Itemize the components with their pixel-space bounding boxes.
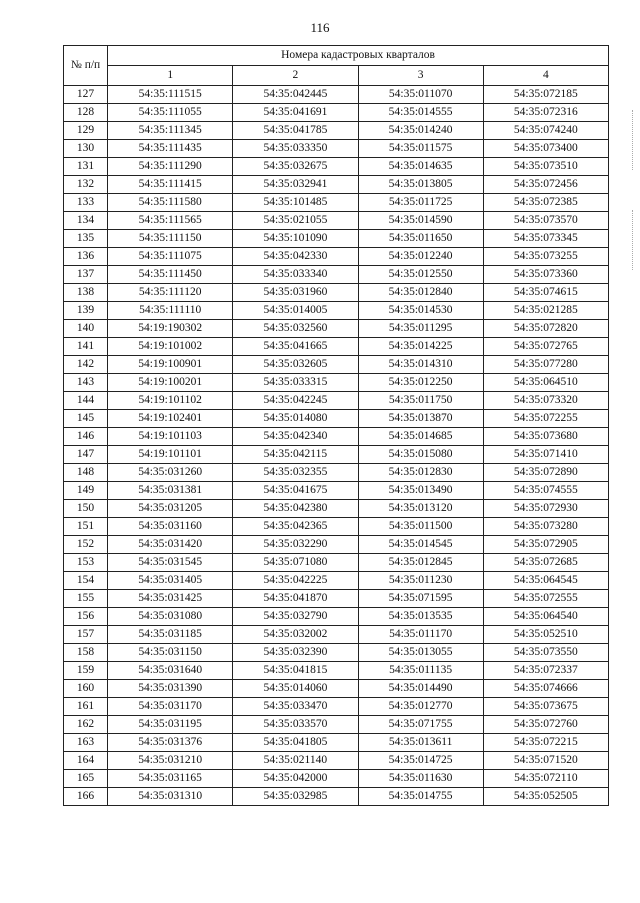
cadastral-number-cell: 54:35:031960 (233, 284, 358, 302)
row-number-cell: 144 (64, 392, 108, 410)
table-row (64, 338, 609, 356)
table-row (64, 320, 609, 338)
cadastral-number-cell: 54:19:101103 (108, 428, 233, 446)
header-col-3: 3 (358, 66, 483, 86)
row-number-cell: 146 (64, 428, 108, 446)
cadastral-number-cell: 54:35:011630 (358, 770, 483, 788)
cadastral-number-cell: 54:35:073320 (483, 392, 608, 410)
row-number-cell: 166 (64, 788, 108, 806)
table-row (64, 554, 609, 572)
row-number-cell: 142 (64, 356, 108, 374)
cadastral-number-cell: 54:35:031170 (108, 698, 233, 716)
cadastral-number-cell: 54:35:011295 (358, 320, 483, 338)
cadastral-number-cell: 54:35:031405 (108, 572, 233, 590)
cadastral-number-cell: 54:35:031420 (108, 536, 233, 554)
row-number-cell: 139 (64, 302, 108, 320)
cadastral-number-cell: 54:35:042225 (233, 572, 358, 590)
cadastral-number-cell: 54:35:031160 (108, 518, 233, 536)
table-row (64, 734, 609, 752)
cadastral-number-cell: 54:35:032290 (233, 536, 358, 554)
cadastral-number-cell: 54:35:033470 (233, 698, 358, 716)
scan-edge-mark (632, 210, 636, 270)
cadastral-number-cell: 54:35:031545 (108, 554, 233, 572)
cadastral-number-cell: 54:35:111110 (108, 302, 233, 320)
cadastral-number-cell: 54:35:072890 (483, 464, 608, 482)
table-row (64, 662, 609, 680)
cadastral-number-cell: 54:19:190302 (108, 320, 233, 338)
cadastral-number-cell: 54:35:042000 (233, 770, 358, 788)
cadastral-number-cell: 54:35:011070 (358, 86, 483, 104)
row-number-cell: 151 (64, 518, 108, 536)
cadastral-number-cell: 54:35:042380 (233, 500, 358, 518)
cadastral-number-cell: 54:35:071520 (483, 752, 608, 770)
cadastral-number-cell: 54:35:072337 (483, 662, 608, 680)
row-number-cell: 155 (64, 590, 108, 608)
table-row (64, 374, 609, 392)
table-row (64, 122, 609, 140)
cadastral-number-cell: 54:35:032675 (233, 158, 358, 176)
cadastral-number-cell: 54:35:041665 (233, 338, 358, 356)
row-number-cell: 159 (64, 662, 108, 680)
cadastral-number-cell: 54:35:011750 (358, 392, 483, 410)
page-number: 116 (310, 20, 330, 35)
row-number-cell: 150 (64, 500, 108, 518)
cadastral-number-cell: 54:35:011575 (358, 140, 483, 158)
cadastral-number-cell: 54:35:077280 (483, 356, 608, 374)
table-row (64, 86, 609, 104)
table-row (64, 716, 609, 734)
row-number-cell: 164 (64, 752, 108, 770)
header-col-2: 2 (233, 66, 358, 86)
cadastral-number-cell: 54:35:074666 (483, 680, 608, 698)
cadastral-number-cell: 54:35:073680 (483, 428, 608, 446)
row-number-cell: 130 (64, 140, 108, 158)
cadastral-number-cell: 54:35:033570 (233, 716, 358, 734)
cadastral-number-cell: 54:35:012550 (358, 266, 483, 284)
row-number-cell: 156 (64, 608, 108, 626)
cadastral-number-cell: 54:35:052505 (483, 788, 608, 806)
cadastral-number-cell: 54:35:041785 (233, 122, 358, 140)
table-body (64, 86, 609, 806)
table-row (64, 230, 609, 248)
cadastral-number-cell: 54:35:031080 (108, 608, 233, 626)
cadastral-number-cell: 54:35:021285 (483, 302, 608, 320)
cadastral-number-cell: 54:35:111075 (108, 248, 233, 266)
cadastral-number-cell: 54:35:031185 (108, 626, 233, 644)
table-row (64, 500, 609, 518)
cadastral-number-cell: 54:35:071410 (483, 446, 608, 464)
table-row (64, 392, 609, 410)
table-row (64, 176, 609, 194)
cadastral-number-cell: 54:35:111120 (108, 284, 233, 302)
cadastral-number-cell: 54:35:014240 (358, 122, 483, 140)
table-row (64, 644, 609, 662)
header-col-4: 4 (483, 66, 608, 86)
cadastral-number-cell: 54:35:073255 (483, 248, 608, 266)
cadastral-number-cell: 54:35:111415 (108, 176, 233, 194)
table-row (64, 608, 609, 626)
table-row (64, 788, 609, 806)
cadastral-number-cell: 54:35:014725 (358, 752, 483, 770)
cadastral-number-cell: 54:35:073400 (483, 140, 608, 158)
cadastral-number-cell: 54:35:032941 (233, 176, 358, 194)
table-row (64, 752, 609, 770)
cadastral-number-cell: 54:35:031425 (108, 590, 233, 608)
cadastral-number-cell: 54:35:013870 (358, 410, 483, 428)
cadastral-number-cell: 54:35:014590 (358, 212, 483, 230)
row-number-cell: 140 (64, 320, 108, 338)
cadastral-number-cell: 54:35:074615 (483, 284, 608, 302)
cadastral-number-cell: 54:35:031210 (108, 752, 233, 770)
table-row (64, 302, 609, 320)
cadastral-number-cell: 54:35:111345 (108, 122, 233, 140)
cadastral-number-cell: 54:35:014635 (358, 158, 483, 176)
cadastral-number-cell: 54:35:064540 (483, 608, 608, 626)
cadastral-number-cell: 54:35:021055 (233, 212, 358, 230)
cadastral-number-cell: 54:35:011500 (358, 518, 483, 536)
table-row (64, 572, 609, 590)
cadastral-number-cell: 54:35:032002 (233, 626, 358, 644)
cadastral-number-cell: 54:35:012840 (358, 284, 483, 302)
row-number-cell: 163 (64, 734, 108, 752)
table-row (64, 626, 609, 644)
cadastral-number-cell: 54:35:041805 (233, 734, 358, 752)
cadastral-number-cell: 54:35:064510 (483, 374, 608, 392)
table-row (64, 410, 609, 428)
cadastral-number-cell: 54:35:032790 (233, 608, 358, 626)
cadastral-number-cell: 54:35:011135 (358, 662, 483, 680)
cadastral-number-cell: 54:35:013490 (358, 482, 483, 500)
cadastral-number-cell: 54:35:013535 (358, 608, 483, 626)
row-number-cell: 137 (64, 266, 108, 284)
cadastral-number-cell: 54:35:073360 (483, 266, 608, 284)
cadastral-number-cell: 54:35:033340 (233, 266, 358, 284)
cadastral-number-cell: 54:35:072316 (483, 104, 608, 122)
cadastral-number-cell: 54:35:011650 (358, 230, 483, 248)
table-row (64, 356, 609, 374)
cadastral-number-cell: 54:35:031260 (108, 464, 233, 482)
cadastral-number-cell: 54:35:033350 (233, 140, 358, 158)
cadastral-number-cell: 54:35:013805 (358, 176, 483, 194)
row-number-cell: 149 (64, 482, 108, 500)
cadastral-number-cell: 54:35:041815 (233, 662, 358, 680)
row-number-cell: 154 (64, 572, 108, 590)
cadastral-number-cell: 54:35:072930 (483, 500, 608, 518)
cadastral-number-cell: 54:19:101002 (108, 338, 233, 356)
cadastral-number-cell: 54:35:074240 (483, 122, 608, 140)
cadastral-number-cell: 54:19:101102 (108, 392, 233, 410)
cadastral-number-cell: 54:35:073280 (483, 518, 608, 536)
row-number-cell: 134 (64, 212, 108, 230)
cadastral-number-cell: 54:19:102401 (108, 410, 233, 428)
cadastral-number-cell: 54:35:072760 (483, 716, 608, 734)
cadastral-number-cell: 54:35:012240 (358, 248, 483, 266)
row-number-cell: 165 (64, 770, 108, 788)
cadastral-number-cell: 54:35:032605 (233, 356, 358, 374)
cadastral-number-cell: 54:35:071080 (233, 554, 358, 572)
cadastral-number-cell: 54:35:014005 (233, 302, 358, 320)
row-number-cell: 128 (64, 104, 108, 122)
table-row (64, 680, 609, 698)
cadastral-number-cell: 54:35:032985 (233, 788, 358, 806)
cadastral-number-cell: 54:35:031640 (108, 662, 233, 680)
cadastral-number-cell: 54:35:033315 (233, 374, 358, 392)
cadastral-number-cell: 54:35:111055 (108, 104, 233, 122)
cadastral-number-cell: 54:35:073550 (483, 644, 608, 662)
cadastral-number-cell: 54:35:072905 (483, 536, 608, 554)
cadastral-number-cell: 54:35:042330 (233, 248, 358, 266)
cadastral-number-cell: 54:35:031195 (108, 716, 233, 734)
row-number-cell: 158 (64, 644, 108, 662)
row-number-cell: 127 (64, 86, 108, 104)
table-row (64, 446, 609, 464)
table-row (64, 158, 609, 176)
table-row (64, 770, 609, 788)
cadastral-number-cell: 54:35:031310 (108, 788, 233, 806)
row-number-cell: 132 (64, 176, 108, 194)
cadastral-number-cell: 54:35:014225 (358, 338, 483, 356)
cadastral-number-cell: 54:35:031150 (108, 644, 233, 662)
row-number-cell: 131 (64, 158, 108, 176)
row-number-cell: 135 (64, 230, 108, 248)
cadastral-number-cell: 54:35:072685 (483, 554, 608, 572)
table-header (64, 46, 609, 86)
cadastral-number-cell: 54:35:101485 (233, 194, 358, 212)
cadastral-number-cell: 54:35:072110 (483, 770, 608, 788)
cadastral-number-cell: 54:35:013120 (358, 500, 483, 518)
scan-edge-mark (632, 110, 636, 170)
cadastral-number-cell: 54:35:014060 (233, 680, 358, 698)
cadastral-number-cell: 54:35:072765 (483, 338, 608, 356)
cadastral-number-cell: 54:35:072820 (483, 320, 608, 338)
row-number-cell: 143 (64, 374, 108, 392)
cadastral-number-cell: 54:35:064545 (483, 572, 608, 590)
cadastral-number-cell: 54:35:072385 (483, 194, 608, 212)
table-row (64, 212, 609, 230)
table-row (64, 518, 609, 536)
cadastral-number-cell: 54:35:071595 (358, 590, 483, 608)
cadastral-number-cell: 54:35:011170 (358, 626, 483, 644)
cadastral-number-cell: 54:35:072555 (483, 590, 608, 608)
cadastral-number-cell: 54:35:032390 (233, 644, 358, 662)
cadastral-number-cell: 54:35:111565 (108, 212, 233, 230)
cadastral-number-cell: 54:35:012830 (358, 464, 483, 482)
row-number-cell: 133 (64, 194, 108, 212)
cadastral-number-cell: 54:35:012770 (358, 698, 483, 716)
row-number-cell: 157 (64, 626, 108, 644)
row-number-cell: 161 (64, 698, 108, 716)
table-row (64, 536, 609, 554)
cadastral-number-cell: 54:35:111515 (108, 86, 233, 104)
table-row (64, 140, 609, 158)
table-row (64, 428, 609, 446)
cadastral-number-cell: 54:35:073510 (483, 158, 608, 176)
cadastral-number-cell: 54:35:011230 (358, 572, 483, 590)
cadastral-number-cell: 54:35:014755 (358, 788, 483, 806)
table-row (64, 266, 609, 284)
table-row (64, 104, 609, 122)
cadastral-number-cell: 54:35:021140 (233, 752, 358, 770)
header-num: № п/п (64, 46, 108, 86)
row-number-cell: 141 (64, 338, 108, 356)
row-number-cell: 153 (64, 554, 108, 572)
table-row (64, 482, 609, 500)
cadastral-number-cell: 54:35:072255 (483, 410, 608, 428)
cadastral-number-cell: 54:35:042340 (233, 428, 358, 446)
cadastral-number-cell: 54:35:111435 (108, 140, 233, 158)
cadastral-number-cell: 54:35:042445 (233, 86, 358, 104)
cadastral-number-cell: 54:35:031381 (108, 482, 233, 500)
table-row (64, 284, 609, 302)
cadastral-number-cell: 54:35:014555 (358, 104, 483, 122)
cadastral-number-cell: 54:35:013611 (358, 734, 483, 752)
cadastral-number-cell: 54:19:100901 (108, 356, 233, 374)
row-number-cell: 160 (64, 680, 108, 698)
cadastral-quarters-table (63, 45, 609, 806)
cadastral-number-cell: 54:35:031390 (108, 680, 233, 698)
header-col-1: 1 (108, 66, 233, 86)
cadastral-number-cell: 54:35:041675 (233, 482, 358, 500)
cadastral-number-cell: 54:35:073345 (483, 230, 608, 248)
cadastral-number-cell: 54:35:032560 (233, 320, 358, 338)
table-row (64, 194, 609, 212)
cadastral-number-cell: 54:35:014080 (233, 410, 358, 428)
cadastral-number-cell: 54:35:031205 (108, 500, 233, 518)
cadastral-number-cell: 54:35:072456 (483, 176, 608, 194)
cadastral-number-cell: 54:35:041870 (233, 590, 358, 608)
cadastral-number-cell: 54:35:014545 (358, 536, 483, 554)
cadastral-number-cell: 54:35:071755 (358, 716, 483, 734)
cadastral-number-cell: 54:35:015080 (358, 446, 483, 464)
cadastral-number-cell: 54:35:111150 (108, 230, 233, 248)
cadastral-number-cell: 54:35:013055 (358, 644, 483, 662)
cadastral-number-cell: 54:35:042365 (233, 518, 358, 536)
cadastral-number-cell: 54:19:100201 (108, 374, 233, 392)
row-number-cell: 148 (64, 464, 108, 482)
cadastral-number-cell: 54:35:011725 (358, 194, 483, 212)
row-number-cell: 147 (64, 446, 108, 464)
table-row (64, 464, 609, 482)
cadastral-number-cell: 54:35:101090 (233, 230, 358, 248)
row-number-cell: 129 (64, 122, 108, 140)
cadastral-number-cell: 54:35:111290 (108, 158, 233, 176)
cadastral-number-cell: 54:35:032355 (233, 464, 358, 482)
table-row (64, 248, 609, 266)
row-number-cell: 162 (64, 716, 108, 734)
cadastral-number-cell: 54:35:012845 (358, 554, 483, 572)
row-number-cell: 152 (64, 536, 108, 554)
cadastral-number-cell: 54:19:101101 (108, 446, 233, 464)
cadastral-number-cell: 54:35:073675 (483, 698, 608, 716)
cadastral-number-cell: 54:35:014310 (358, 356, 483, 374)
table-row (64, 590, 609, 608)
cadastral-number-cell: 54:35:042115 (233, 446, 358, 464)
cadastral-number-cell: 54:35:052510 (483, 626, 608, 644)
cadastral-number-cell: 54:35:042245 (233, 392, 358, 410)
row-number-cell: 138 (64, 284, 108, 302)
cadastral-number-cell: 54:35:072185 (483, 86, 608, 104)
cadastral-number-cell: 54:35:014490 (358, 680, 483, 698)
cadastral-number-cell: 54:35:111450 (108, 266, 233, 284)
cadastral-number-cell: 54:35:014530 (358, 302, 483, 320)
row-number-cell: 145 (64, 410, 108, 428)
cadastral-number-cell: 54:35:031376 (108, 734, 233, 752)
cadastral-number-cell: 54:35:014685 (358, 428, 483, 446)
table-row (64, 698, 609, 716)
cadastral-number-cell: 54:35:031165 (108, 770, 233, 788)
cadastral-number-cell: 54:35:012250 (358, 374, 483, 392)
cadastral-number-cell: 54:35:041691 (233, 104, 358, 122)
header-group: Номера кадастровых кварталов (108, 46, 609, 66)
row-number-cell: 136 (64, 248, 108, 266)
cadastral-number-cell: 54:35:073570 (483, 212, 608, 230)
cadastral-number-cell: 54:35:111580 (108, 194, 233, 212)
cadastral-number-cell: 54:35:074555 (483, 482, 608, 500)
cadastral-number-cell: 54:35:072215 (483, 734, 608, 752)
